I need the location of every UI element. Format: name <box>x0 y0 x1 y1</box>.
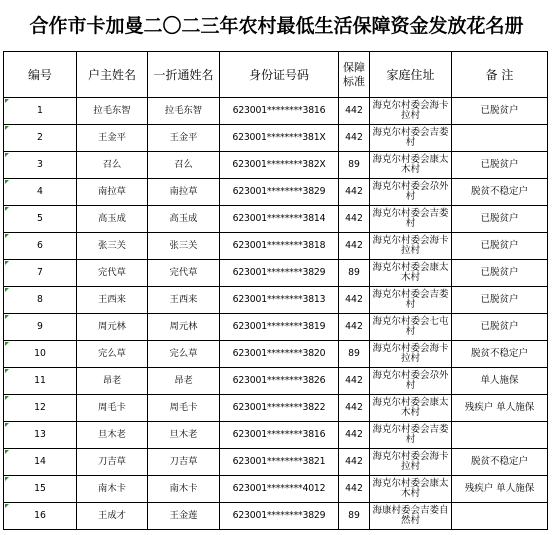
cell-marker-icon <box>5 180 9 184</box>
cell-householder: 完代草 <box>77 260 148 287</box>
cell-address: 海克尔村委会海卡拉村 <box>370 233 452 260</box>
header-note: 备 注 <box>452 52 548 98</box>
index-cell-wrap <box>4 449 76 475</box>
cell-account-name: 王西来 <box>148 287 220 314</box>
cell-account-name: 王金平 <box>148 125 220 152</box>
cell-index <box>4 368 77 395</box>
cell-note: 已脱贫户 <box>452 314 548 341</box>
cell-index <box>4 503 77 530</box>
cell-marker-icon <box>5 261 9 265</box>
cell-address: 海康村委会吉娄自然村 <box>370 503 452 530</box>
cell-householder: 南木卡 <box>77 476 148 503</box>
cell-note <box>452 422 548 449</box>
index-cell-wrap <box>4 152 76 178</box>
cell-marker-icon <box>5 315 9 319</box>
cell-account-name: 南拉草 <box>148 179 220 206</box>
index-cell-wrap <box>4 233 76 259</box>
cell-note: 脱贫不稳定户 <box>452 449 548 476</box>
cell-address: 海克尔村委会尕外村 <box>370 368 452 395</box>
cell-index <box>4 179 77 206</box>
cell-address: 海克尔村委会吉娄村 <box>370 125 452 152</box>
cell-note: 已脱贫户 <box>452 287 548 314</box>
index-text: 15 <box>34 483 46 494</box>
cell-index <box>4 449 77 476</box>
table-row <box>4 449 548 476</box>
cell-marker-icon <box>5 504 9 508</box>
cell-index <box>4 125 77 152</box>
cell-standard: 442 <box>339 206 370 233</box>
cell-note: 已脱贫户 <box>452 233 548 260</box>
cell-id-number: 623001********3816 <box>220 98 339 125</box>
cell-index <box>4 287 77 314</box>
cell-standard: 442 <box>339 395 370 422</box>
cell-address: 海克尔村委会海卡拉村 <box>370 98 452 125</box>
cell-note: 已脱贫户 <box>452 260 548 287</box>
cell-note: 已脱贫户 <box>452 206 548 233</box>
table-row <box>4 314 548 341</box>
cell-marker-icon <box>5 126 9 130</box>
index-cell-wrap <box>4 260 76 286</box>
cell-standard: 89 <box>339 152 370 179</box>
cell-id-number: 623001********3829 <box>220 260 339 287</box>
cell-note <box>452 503 548 530</box>
cell-note: 残疾户 单人施保 <box>452 395 548 422</box>
cell-householder: 旦木老 <box>77 422 148 449</box>
cell-standard: 442 <box>339 98 370 125</box>
table-row <box>4 287 548 314</box>
table-row <box>4 152 548 179</box>
cell-householder: 南拉草 <box>77 179 148 206</box>
table-row <box>4 503 548 530</box>
cell-id-number: 623001********3816 <box>220 422 339 449</box>
cell-standard: 442 <box>339 449 370 476</box>
page-title: 合作市卡加曼二〇二三年农村最低生活保障资金发放花名册 <box>29 14 524 37</box>
header-standard: 保障标准 <box>339 52 370 98</box>
index-text: 4 <box>37 186 43 197</box>
table-row <box>4 260 548 287</box>
cell-address: 海克尔村委会康太木村 <box>370 260 452 287</box>
cell-address: 海克尔村委会康太木村 <box>370 395 452 422</box>
cell-householder: 王金平 <box>77 125 148 152</box>
table-row <box>4 98 548 125</box>
cell-marker-icon <box>5 99 9 103</box>
cell-householder: 拉毛东智 <box>77 98 148 125</box>
cell-marker-icon <box>5 207 9 211</box>
cell-address: 海克尔村委会吉娄村 <box>370 206 452 233</box>
index-text: 3 <box>37 159 43 170</box>
cell-marker-icon <box>5 477 9 481</box>
index-cell-wrap <box>4 287 76 313</box>
cell-note: 已脱贫户 <box>452 152 548 179</box>
cell-householder: 周元林 <box>77 314 148 341</box>
index-cell-wrap <box>4 422 76 448</box>
index-text: 11 <box>34 375 46 386</box>
table-row <box>4 341 548 368</box>
cell-standard: 442 <box>339 368 370 395</box>
cell-address: 海克尔村委会海卡拉村 <box>370 449 452 476</box>
cell-standard: 89 <box>339 260 370 287</box>
cell-standard: 442 <box>339 287 370 314</box>
cell-account-name: 周毛卡 <box>148 395 220 422</box>
cell-index <box>4 314 77 341</box>
cell-index <box>4 422 77 449</box>
cell-id-number: 623001********3813 <box>220 287 339 314</box>
cell-address: 海克尔村委会康太木村 <box>370 152 452 179</box>
cell-account-name: 完么草 <box>148 341 220 368</box>
cell-standard: 89 <box>339 503 370 530</box>
table-row <box>4 206 548 233</box>
index-cell-wrap <box>4 341 76 367</box>
cell-id-number: 623001********3820 <box>220 341 339 368</box>
cell-householder: 王西来 <box>77 287 148 314</box>
cell-id-number: 623001********3822 <box>220 395 339 422</box>
cell-marker-icon <box>5 234 9 238</box>
index-text: 12 <box>34 402 46 413</box>
header-address: 家庭住址 <box>370 52 452 98</box>
index-text: 16 <box>34 510 46 521</box>
cell-id-number: 623001********381X <box>220 125 339 152</box>
cell-index <box>4 476 77 503</box>
cell-account-name: 昂老 <box>148 368 220 395</box>
index-cell-wrap <box>4 395 76 421</box>
cell-householder: 王成才 <box>77 503 148 530</box>
index-cell-wrap <box>4 98 76 124</box>
cell-id-number: 623001********3829 <box>220 179 339 206</box>
cell-id-number: 623001********3814 <box>220 206 339 233</box>
cell-note: 单人施保 <box>452 368 548 395</box>
cell-marker-icon <box>5 288 9 292</box>
index-text: 9 <box>37 321 43 332</box>
index-text: 6 <box>37 240 43 251</box>
cell-address: 海克尔村委会康太木村 <box>370 476 452 503</box>
table-row <box>4 179 548 206</box>
index-cell-wrap <box>4 368 76 394</box>
cell-note: 脱贫不稳定户 <box>452 179 548 206</box>
index-cell-wrap <box>4 125 76 151</box>
cell-address: 海克尔村委会吉娄村 <box>370 422 452 449</box>
cell-index <box>4 260 77 287</box>
index-text: 7 <box>37 267 43 278</box>
cell-account-name: 旦木老 <box>148 422 220 449</box>
cell-id-number: 623001********4012 <box>220 476 339 503</box>
cell-address: 海克尔村委会海卡拉村 <box>370 341 452 368</box>
cell-standard: 89 <box>339 341 370 368</box>
cell-index <box>4 233 77 260</box>
cell-address: 海克尔村委会七屯村 <box>370 314 452 341</box>
cell-marker-icon <box>5 369 9 373</box>
cell-standard: 442 <box>339 233 370 260</box>
index-text: 1 <box>37 105 43 116</box>
cell-account-name: 王金莲 <box>148 503 220 530</box>
cell-account-name: 召么 <box>148 152 220 179</box>
cell-account-name: 刀吉草 <box>148 449 220 476</box>
cell-standard: 442 <box>339 179 370 206</box>
cell-address: 海克尔村委会吉娄村 <box>370 287 452 314</box>
cell-index <box>4 395 77 422</box>
index-cell-wrap <box>4 179 76 205</box>
cell-account-name: 高玉成 <box>148 206 220 233</box>
cell-index <box>4 206 77 233</box>
index-text: 2 <box>37 132 43 143</box>
cell-note: 脱贫不稳定户 <box>452 341 548 368</box>
cell-marker-icon <box>5 153 9 157</box>
cell-index <box>4 98 77 125</box>
cell-index <box>4 152 77 179</box>
header-row <box>4 52 548 98</box>
table-row <box>4 476 548 503</box>
index-text: 13 <box>34 429 46 440</box>
cell-householder: 召么 <box>77 152 148 179</box>
index-cell-wrap <box>4 503 76 529</box>
table-row <box>4 422 548 449</box>
cell-householder: 张三关 <box>77 233 148 260</box>
index-text: 5 <box>37 213 43 224</box>
cell-id-number: 623001********3826 <box>220 368 339 395</box>
cell-marker-icon <box>5 396 9 400</box>
cell-standard: 442 <box>339 476 370 503</box>
table-body <box>4 98 548 530</box>
cell-id-number: 623001********3829 <box>220 503 339 530</box>
cell-standard: 442 <box>339 422 370 449</box>
table-row <box>4 233 548 260</box>
roster-table <box>3 51 548 530</box>
cell-note <box>452 125 548 152</box>
cell-note: 已脱贫户 <box>452 98 548 125</box>
header-index: 编号 <box>4 52 77 98</box>
table-row <box>4 125 548 152</box>
cell-account-name: 南木卡 <box>148 476 220 503</box>
cell-householder: 高玉成 <box>77 206 148 233</box>
header-householder: 户主姓名 <box>77 52 148 98</box>
cell-standard: 442 <box>339 125 370 152</box>
index-text: 8 <box>37 294 43 305</box>
index-cell-wrap <box>4 314 76 340</box>
index-cell-wrap <box>4 206 76 232</box>
cell-note: 残疾户 单人施保 <box>452 476 548 503</box>
index-text: 14 <box>34 456 46 467</box>
cell-id-number: 623001********3819 <box>220 314 339 341</box>
cell-address: 海克尔村委会尕外村 <box>370 179 452 206</box>
cell-id-number: 623001********3818 <box>220 233 339 260</box>
cell-account-name: 张三关 <box>148 233 220 260</box>
cell-householder: 完么草 <box>77 341 148 368</box>
header-id-number: 身份证号码 <box>220 52 339 98</box>
cell-marker-icon <box>5 450 9 454</box>
index-text: 10 <box>34 348 46 359</box>
cell-householder: 刀吉草 <box>77 449 148 476</box>
table-row <box>4 368 548 395</box>
cell-householder: 周毛卡 <box>77 395 148 422</box>
index-cell-wrap <box>4 476 76 502</box>
cell-index <box>4 341 77 368</box>
cell-account-name: 拉毛东智 <box>148 98 220 125</box>
cell-id-number: 623001********382X <box>220 152 339 179</box>
cell-marker-icon <box>5 423 9 427</box>
header-account-name: 一折通姓名 <box>148 52 220 98</box>
cell-account-name: 完代草 <box>148 260 220 287</box>
cell-id-number: 623001********3821 <box>220 449 339 476</box>
cell-marker-icon <box>5 342 9 346</box>
cell-standard: 442 <box>339 314 370 341</box>
cell-householder: 昂老 <box>77 368 148 395</box>
cell-account-name: 周元林 <box>148 314 220 341</box>
table-row <box>4 395 548 422</box>
